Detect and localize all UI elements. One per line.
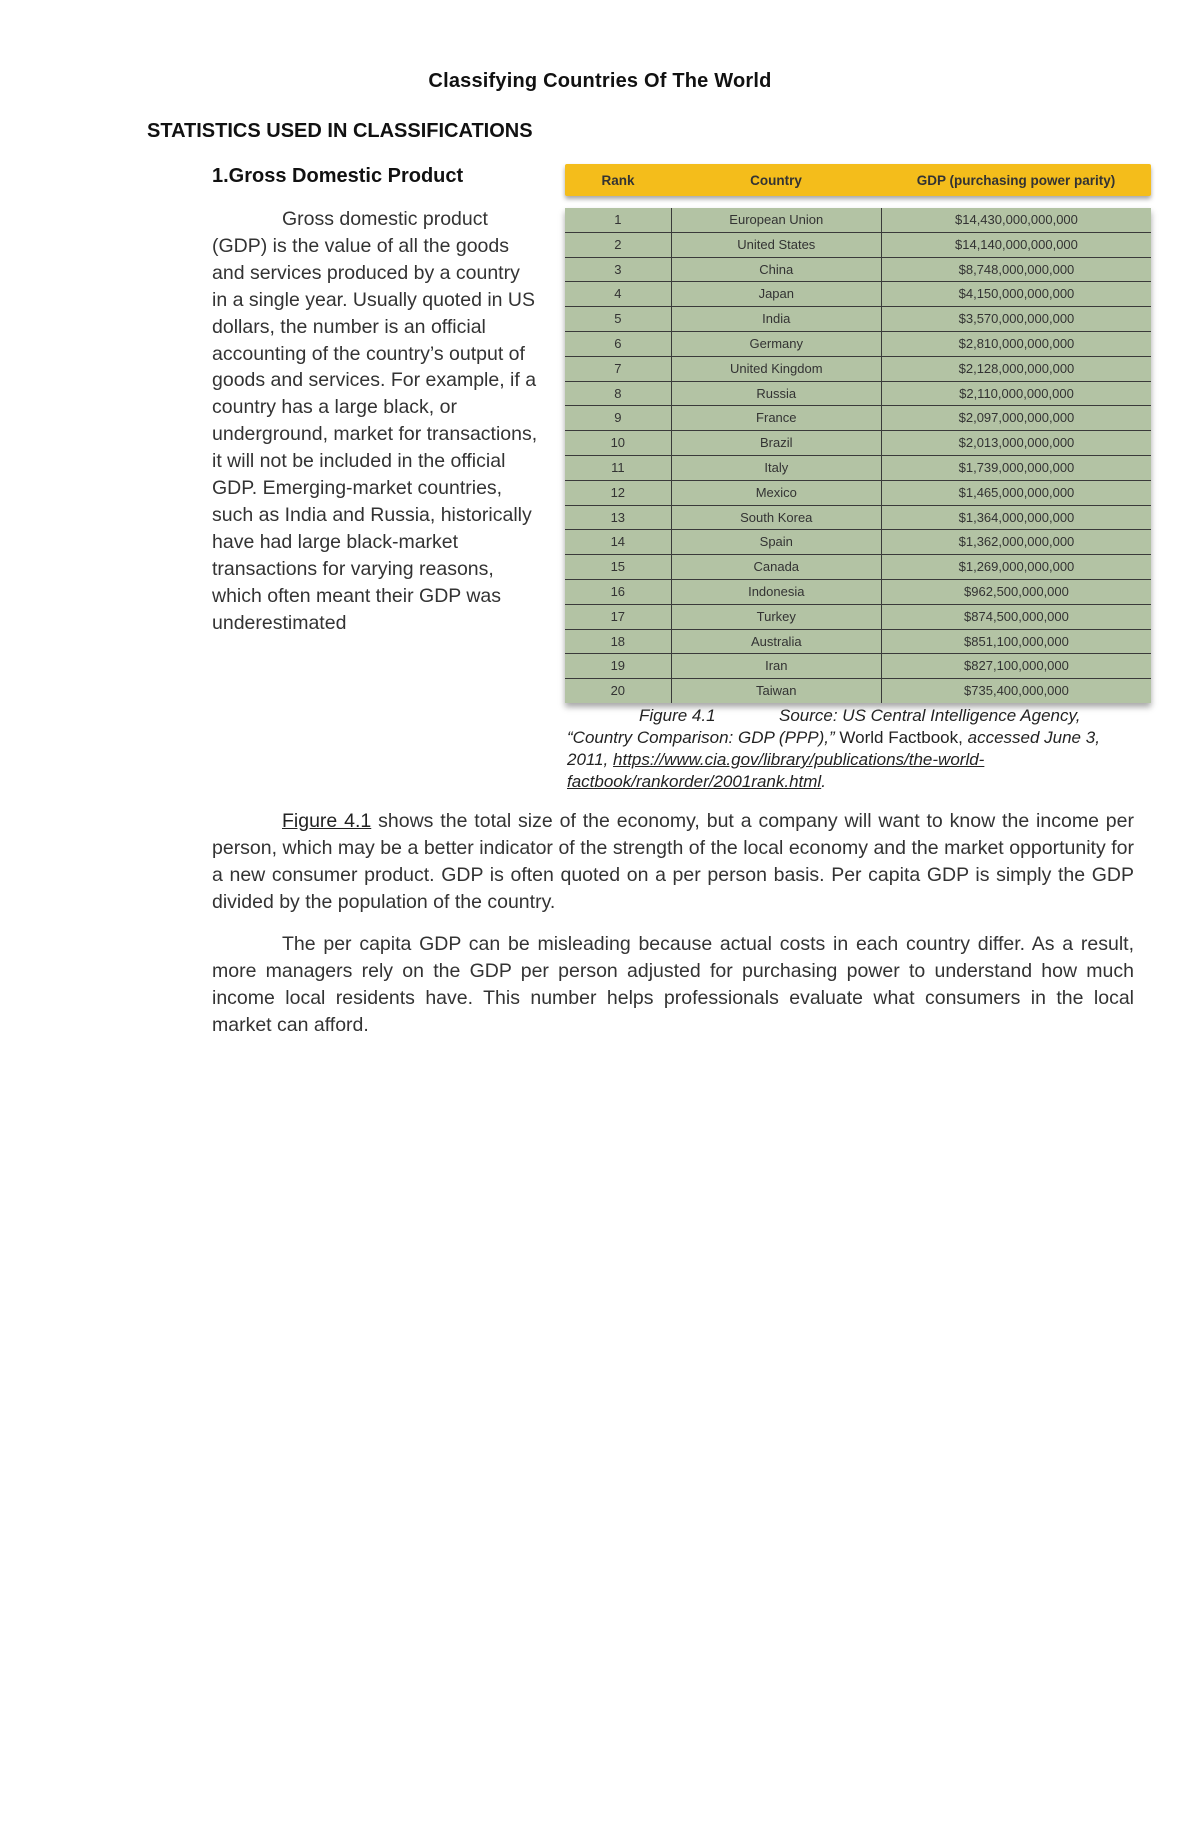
table-row <box>565 654 1151 679</box>
table-row <box>565 580 1151 605</box>
country-cell: Mexico <box>672 481 882 505</box>
gdp-cell: $874,500,000,000 <box>964 608 1069 624</box>
header-country: Country <box>750 172 802 188</box>
sub-heading: 1.Gross Domestic Product <box>212 165 464 187</box>
rank-cell: 7 <box>565 357 672 381</box>
rank-cell: 15 <box>565 555 672 579</box>
rank-cell: 18 <box>565 630 672 654</box>
rank-cell: 6 <box>565 332 672 356</box>
rank-cell: 20 <box>565 679 672 703</box>
paragraph-1 <box>212 808 1134 916</box>
country-cell: Indonesia <box>672 580 882 604</box>
paragraph-1-text: shows the total size of the economy, but a company will want to know the income per person, which may be a better indicator of the strength of the local economy and the market opportunity for a new consumer product. GDP is often quoted on a per person basis. Per capita GDP is simply the GDP divided by the population of the country. <box>212 810 1134 913</box>
table-row <box>565 382 1151 407</box>
gdp-cell: $2,097,000,000,000 <box>958 410 1075 426</box>
figure-reference-link[interactable]: Figure 4.1 <box>282 810 372 832</box>
country-cell: India <box>672 307 882 331</box>
rank-cell: 17 <box>565 605 672 629</box>
country-cell: Australia <box>672 630 882 654</box>
gdp-cell: $1,269,000,000,000 <box>958 559 1075 575</box>
caption-source-a: Source: US Central Intelligence Agency, “Country Comparison: GDP (PPP),” <box>567 706 1081 747</box>
header-rank: Rank <box>601 172 635 188</box>
gdp-table <box>565 164 1151 703</box>
gdp-cell: $14,140,000,000,000 <box>955 236 1078 252</box>
gdp-cell: $2,128,000,000,000 <box>958 360 1075 376</box>
rank-cell: 14 <box>565 530 672 554</box>
country-cell: European Union <box>672 208 882 232</box>
country-cell: Italy <box>672 456 882 480</box>
table-body <box>565 208 1151 703</box>
header-gdp: GDP (purchasing power parity) <box>916 172 1116 188</box>
country-cell: Japan <box>672 282 882 306</box>
gdp-cell: $851,100,000,000 <box>964 633 1069 649</box>
table-row <box>565 332 1151 357</box>
caption-end: . <box>821 772 826 791</box>
country-cell: Russia <box>672 382 882 406</box>
rank-cell: 4 <box>565 282 672 306</box>
gdp-cell: $3,570,000,000,000 <box>958 311 1075 327</box>
country-cell: United States <box>672 233 882 257</box>
country-cell: Canada <box>672 555 882 579</box>
country-cell: Spain <box>672 530 882 554</box>
gdp-cell: $735,400,000,000 <box>964 683 1069 699</box>
rank-cell: 12 <box>565 481 672 505</box>
gdp-cell: $14,430,000,000,000 <box>955 212 1078 227</box>
caption-source-b: World Factbook, <box>839 728 963 747</box>
table-row <box>565 506 1151 531</box>
rank-cell: 9 <box>565 406 672 430</box>
rank-cell: 1 <box>565 208 672 232</box>
gdp-cell: $2,013,000,000,000 <box>958 435 1075 451</box>
rank-cell: 8 <box>565 382 672 406</box>
country-cell: Brazil <box>672 431 882 455</box>
country-cell: China <box>672 258 882 282</box>
table-row <box>565 208 1151 233</box>
table-row <box>565 555 1151 580</box>
gdp-cell: $1,362,000,000,000 <box>958 534 1075 550</box>
table-row <box>565 605 1151 630</box>
rank-cell: 19 <box>565 654 672 678</box>
table-row <box>565 530 1151 555</box>
gdp-cell: $962,500,000,000 <box>964 583 1069 599</box>
intro-text: Gross domestic product (GDP) is the value of all the goods and services produced by a country in a single year. Usually quoted in US dollars, the number is an official accounting of the country’s output of goods and services. For example, if a country has a large black, or underground, market for transactions, it will not be included in the official GDP. Emerging-market countries, such as India and Russia, historically have had large black-market transactions for varying reasons, which often meant their GDP was underestimated <box>212 208 538 634</box>
table-row <box>565 307 1151 332</box>
gdp-cell: $1,364,000,000,000 <box>958 509 1075 525</box>
table-row <box>565 357 1151 382</box>
gdp-cell: $4,150,000,000,000 <box>958 286 1075 302</box>
rank-cell: 13 <box>565 506 672 530</box>
table-row <box>565 630 1151 655</box>
country-cell: South Korea <box>672 506 882 530</box>
country-cell: Turkey <box>672 605 882 629</box>
country-cell: France <box>672 406 882 430</box>
table-row <box>565 282 1151 307</box>
country-cell: United Kingdom <box>672 357 882 381</box>
table-row <box>565 233 1151 258</box>
caption-link[interactable]: https://www.cia.gov/library/publications/the-world-factbook/rankorder/2001rank.html <box>567 750 985 791</box>
rank-cell: 5 <box>565 307 672 331</box>
gdp-cell: $1,739,000,000,000 <box>958 459 1075 475</box>
rank-cell: 2 <box>565 233 672 257</box>
table-row <box>565 258 1151 283</box>
table-row <box>565 481 1151 506</box>
rank-cell: 11 <box>565 456 672 480</box>
figure-label: Figure 4.1 <box>639 706 716 725</box>
rank-cell: 10 <box>565 431 672 455</box>
section-heading: STATISTICS USED IN CLASSIFICATIONS <box>147 120 533 142</box>
intro-paragraph <box>212 206 540 637</box>
rank-cell: 3 <box>565 258 672 282</box>
gdp-cell: $2,810,000,000,000 <box>958 335 1075 351</box>
figure-caption <box>567 705 1142 793</box>
page-title: Classifying Countries Of The World <box>428 70 772 92</box>
table-row <box>565 406 1151 431</box>
gdp-cell: $827,100,000,000 <box>964 658 1069 674</box>
gdp-cell: $8,748,000,000,000 <box>958 261 1075 277</box>
caption-source-c: accessed June 3, 2011, <box>567 728 1100 769</box>
country-cell: Iran <box>672 654 882 678</box>
table-row <box>565 456 1151 481</box>
gdp-cell: $2,110,000,000,000 <box>959 385 1074 401</box>
table-row <box>565 431 1151 456</box>
country-cell: Germany <box>672 332 882 356</box>
table-row <box>565 679 1151 703</box>
gdp-cell: $1,465,000,000,000 <box>958 484 1075 500</box>
rank-cell: 16 <box>565 580 672 604</box>
country-cell: Taiwan <box>672 679 882 703</box>
table-header <box>565 164 1151 196</box>
paragraph-2 <box>212 931 1134 1039</box>
paragraph-2-text: The per capita GDP can be misleading because actual costs in each country differ. As a result, more managers rely on the GDP per person adjusted for purchasing power to understand how much income local residents have. This number helps professionals evaluate what consumers in the local market can afford. <box>212 933 1134 1036</box>
